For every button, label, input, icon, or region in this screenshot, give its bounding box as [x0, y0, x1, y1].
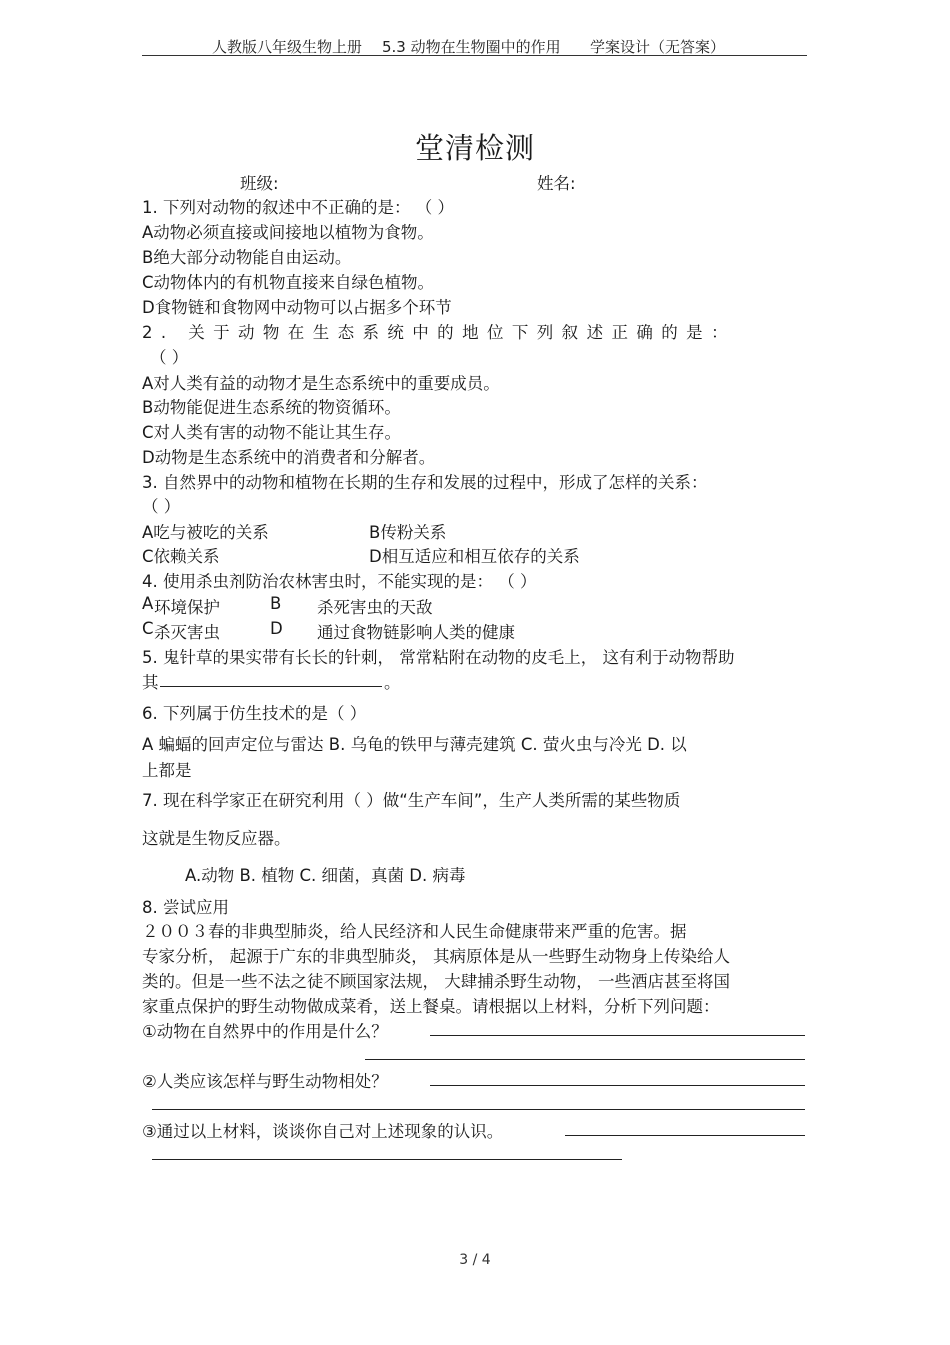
q7-stem: 7. 现在科学家正在研究利用（ ）做“生产车间”，生产人类所需的某些物质: [142, 791, 681, 810]
q4-option-d-text: 通过食物链影响人类的健康: [317, 623, 515, 642]
q2-answer-paren: （ ）: [150, 348, 189, 367]
q3-stem: 3. 自然界中的动物和植物在长期的生存和发展的过程中，形成了怎样的关系：: [142, 473, 708, 492]
q5-line1: 5. 鬼针草的果实带有长长的针刺， 常常粘附在动物的皮毛上， 这有利于动物帮助: [142, 648, 735, 667]
q5-line2-suffix: 。: [384, 673, 401, 692]
q6-stem: 6. 下列属于仿生技术的是（ ）: [142, 704, 367, 723]
q2-option-c: C对人类有害的动物不能让其生存。: [142, 423, 402, 442]
q7-options: A.动物 B. 植物 C. 细菌，真菌 D. 病毒: [185, 866, 466, 885]
q8-material-line3: 类的。但是一些不法之徒不顾国家法规， 大肆捕杀野生动物， 一些酒店甚至将国: [142, 972, 730, 991]
q4-option-a-letter: A: [142, 594, 154, 613]
q3-option-b: B传粉关系: [369, 523, 447, 542]
q8-question-1: ①动物在自然界中的作用是什么？: [142, 1022, 388, 1041]
q1-option-b: B绝大部分动物能自由运动。: [142, 248, 352, 267]
q8-answer3-blank-a[interactable]: [565, 1135, 805, 1136]
q8-title: 8. 尝试应用: [142, 898, 229, 917]
q8-material-line1: ２００３春的非典型肺炎，给人民经济和人民生命健康带来严重的危害。据: [142, 922, 687, 941]
q4-option-c-letter: C: [142, 619, 154, 638]
q4-option-d-letter: D: [270, 619, 283, 638]
q2-option-b: B动物能促进生态系统的物资循环。: [142, 398, 401, 417]
q1-option-c: C动物体内的有机物直接来自绿色植物。: [142, 273, 435, 292]
q4-option-b-letter: B: [270, 594, 282, 613]
q1-option-d: D食物链和食物网中动物可以占据多个环节: [142, 298, 452, 317]
page-title: 堂清检测: [414, 131, 535, 165]
q2-stem: 2. 关于动物在生态系统中的地位下列叙述正确的是：: [142, 323, 736, 342]
header-chapter: 5.3 动物在生物圈中的作用: [382, 38, 561, 56]
q4-option-c-text: 杀灭害虫: [154, 623, 220, 642]
q8-answer1-blank-b[interactable]: [365, 1059, 805, 1060]
q8-material-line2: 专家分析， 起源于广东的非典型肺炎， 其病原体是从一些野生动物身上传染给人: [142, 947, 730, 966]
q8-question-3: ③通过以上材料，谈谈你自己对上述现象的认识。: [142, 1122, 504, 1141]
q6-options-line2: 上都是: [142, 761, 192, 780]
header-rule: [142, 55, 807, 56]
name-label: 姓名:: [537, 174, 576, 193]
q8-answer2-blank-a[interactable]: [430, 1085, 805, 1086]
q6-options-line1: A 蝙蝠的回声定位与雷达 B. 乌龟的铁甲与薄壳建筑 C. 萤火虫与冷光 D. 以: [142, 735, 687, 754]
page-number: 3 / 4: [459, 1252, 491, 1268]
q8-answer1-blank-a[interactable]: [430, 1035, 805, 1036]
q2-option-d: D动物是生态系统中的消费者和分解者。: [142, 448, 436, 467]
q4-stem: 4. 使用杀虫剂防治农林害虫时，不能实现的是： （ ）: [142, 572, 537, 591]
q3-option-a: A吃与被吃的关系: [142, 523, 269, 542]
q4-option-b-text: 杀死害虫的天敌: [317, 598, 433, 617]
q2-option-a: A对人类有益的动物才是生态系统中的重要成员。: [142, 374, 500, 393]
q7-line2: 这就是生物反应器。: [142, 829, 291, 848]
q8-answer3-blank-b[interactable]: [152, 1159, 622, 1160]
q3-option-c: C依赖关系: [142, 547, 220, 566]
q4-option-a-text: 环境保护: [154, 598, 220, 617]
q3-answer-paren: （ ）: [142, 497, 181, 516]
header-book: 人教版八年级生物上册: [212, 38, 363, 56]
q1-stem: 1. 下列对动物的叙述中不正确的是： （ ）: [142, 198, 454, 217]
q3-option-d: D相互适应和相互依存的关系: [369, 547, 580, 566]
q1-option-a: A动物必须直接或间接地以植物为食物。: [142, 223, 434, 242]
q8-question-2: ②人类应该怎样与野生动物相处？: [142, 1072, 388, 1091]
q8-answer2-blank-b[interactable]: [152, 1109, 805, 1110]
q5-answer-blank[interactable]: [160, 686, 382, 687]
header-doc-type: 学案设计（无答案）: [590, 38, 726, 56]
class-label: 班级:: [240, 174, 279, 193]
q8-material-line4: 家重点保护的野生动物做成菜肴，送上餐桌。请根据以上材料，分析下列问题：: [142, 997, 720, 1016]
q5-line2-prefix: 其: [142, 673, 159, 692]
